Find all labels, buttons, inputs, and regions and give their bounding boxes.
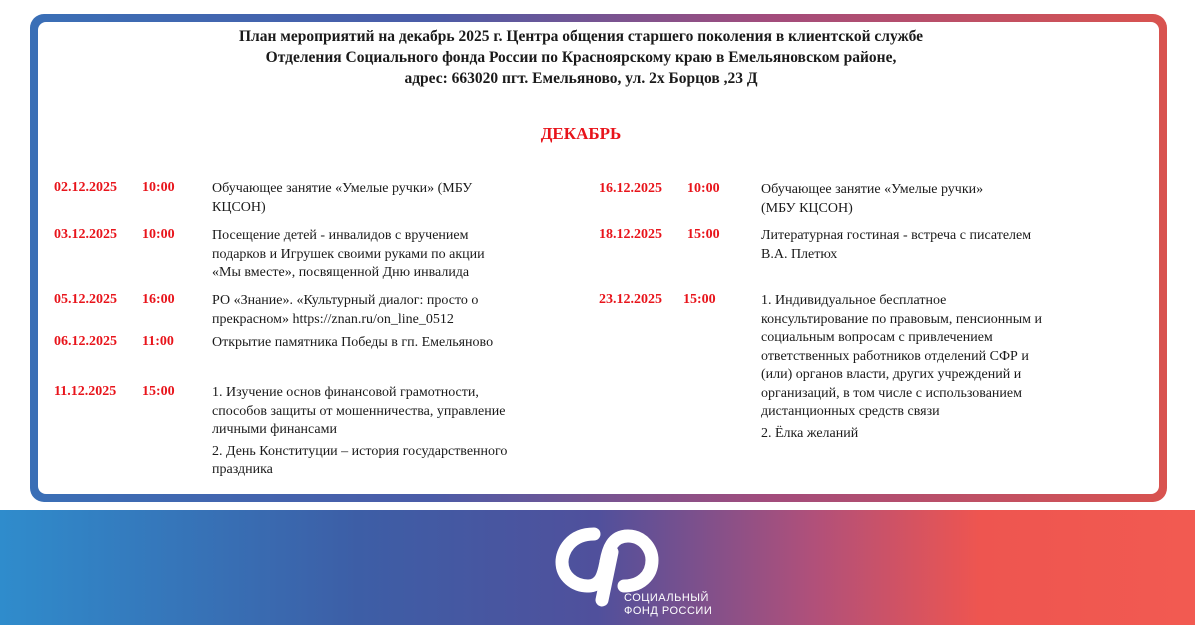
event-date: 03.12.2025 — [54, 227, 117, 242]
event-line: праздника — [212, 462, 273, 477]
event-description — [212, 180, 592, 217]
event-paragraph — [761, 292, 1151, 422]
event-line: личными финансами — [212, 422, 337, 437]
event-line: дистанционных средств связи — [761, 404, 940, 419]
event-date: 06.12.2025 — [54, 334, 117, 349]
event-time: 10:00 — [142, 180, 175, 195]
page-bottom-strip — [0, 625, 1195, 641]
month-heading: ДЕКАБРЬ — [540, 124, 622, 143]
event-paragraph — [212, 443, 597, 480]
event-date: 11.12.2025 — [54, 384, 117, 399]
logo-text-line: ФОНД РОССИИ — [624, 605, 713, 617]
title-line-1: План мероприятий на декабрь 2025 г. Центра общения старшего поколения в клиентской службе — [238, 28, 924, 45]
title-line-3: адрес: 663020 пгт. Емельяново, ул. 2х Борцов ,23 Д — [404, 70, 758, 87]
event-description — [212, 334, 592, 353]
event-description — [761, 181, 1141, 218]
event-description — [212, 227, 592, 283]
event-date: 05.12.2025 — [54, 292, 117, 307]
event-line: Посещение детей - инвалидов с вручением — [212, 228, 469, 243]
sfr-logo-text — [624, 592, 712, 618]
event-line: Обучающее занятие «Умелые ручки» (МБУ — [212, 181, 473, 196]
event-line: «Мы вместе», посвященной Дню инвалида — [212, 265, 470, 280]
event-time: 15:00 — [687, 227, 720, 242]
event-description — [761, 227, 1141, 264]
plan-title — [0, 26, 1162, 89]
event-time: 10:00 — [687, 181, 720, 196]
event-date: 02.12.2025 — [54, 180, 117, 195]
event-line: Обучающее занятие «Умелые ручки» — [761, 182, 984, 197]
title-line-2: Отделения Социального фонда России по Красноярскому краю в Емельяновском районе, — [265, 49, 897, 66]
event-line: социальным вопросам с привлечением — [761, 330, 993, 345]
event-description — [761, 292, 1151, 443]
event-line: способов защиты от мошенничества, управление — [212, 403, 506, 419]
event-line: Открытие памятника Победы в гп. Емельяново — [212, 335, 494, 350]
event-line: 2. День Конституции – история государственного — [212, 443, 508, 459]
event-date: 18.12.2025 — [599, 227, 662, 242]
event-line: 2. Ёлка желаний — [761, 425, 859, 441]
event-line: консультирование по правовым, пенсионным и — [761, 311, 1043, 327]
event-paragraph — [212, 384, 597, 440]
event-date: 23.12.2025 — [599, 292, 662, 307]
event-line: Литературная гостиная - встреча с писателем — [761, 228, 1032, 243]
event-line: (или) органов власти, других учреждений и — [761, 367, 1022, 382]
event-description — [212, 384, 597, 480]
event-line: РО «Знание». «Культурный диалог: просто о — [212, 293, 479, 308]
event-time: 16:00 — [142, 292, 175, 307]
event-line: организаций, в том числе с использованием — [761, 385, 1022, 401]
event-line: (МБУ КЦСОН) — [761, 200, 853, 216]
event-time: 10:00 — [142, 227, 175, 242]
event-line: ответственных работников отделений СФР и — [761, 348, 1029, 364]
event-line: 1. Изучение основ финансовой грамотности, — [212, 385, 479, 400]
event-time: 11:00 — [142, 334, 174, 349]
event-time: 15:00 — [683, 292, 716, 307]
logo-text-line: СОЦИАЛЬНЫЙ — [624, 592, 709, 604]
event-description — [212, 292, 592, 329]
event-line: КЦСОН) — [212, 199, 266, 215]
event-time: 15:00 — [142, 384, 175, 399]
event-line: подарков и Игрушек своими руками по акции — [212, 246, 485, 262]
event-paragraph — [761, 425, 1151, 444]
event-line: В.А. Плетюх — [761, 246, 838, 262]
event-line: прекрасном» https://znan.ru/on_line_0512 — [212, 311, 454, 327]
event-line: 1. Индивидуальное бесплатное — [761, 293, 947, 308]
event-date: 16.12.2025 — [599, 181, 662, 196]
